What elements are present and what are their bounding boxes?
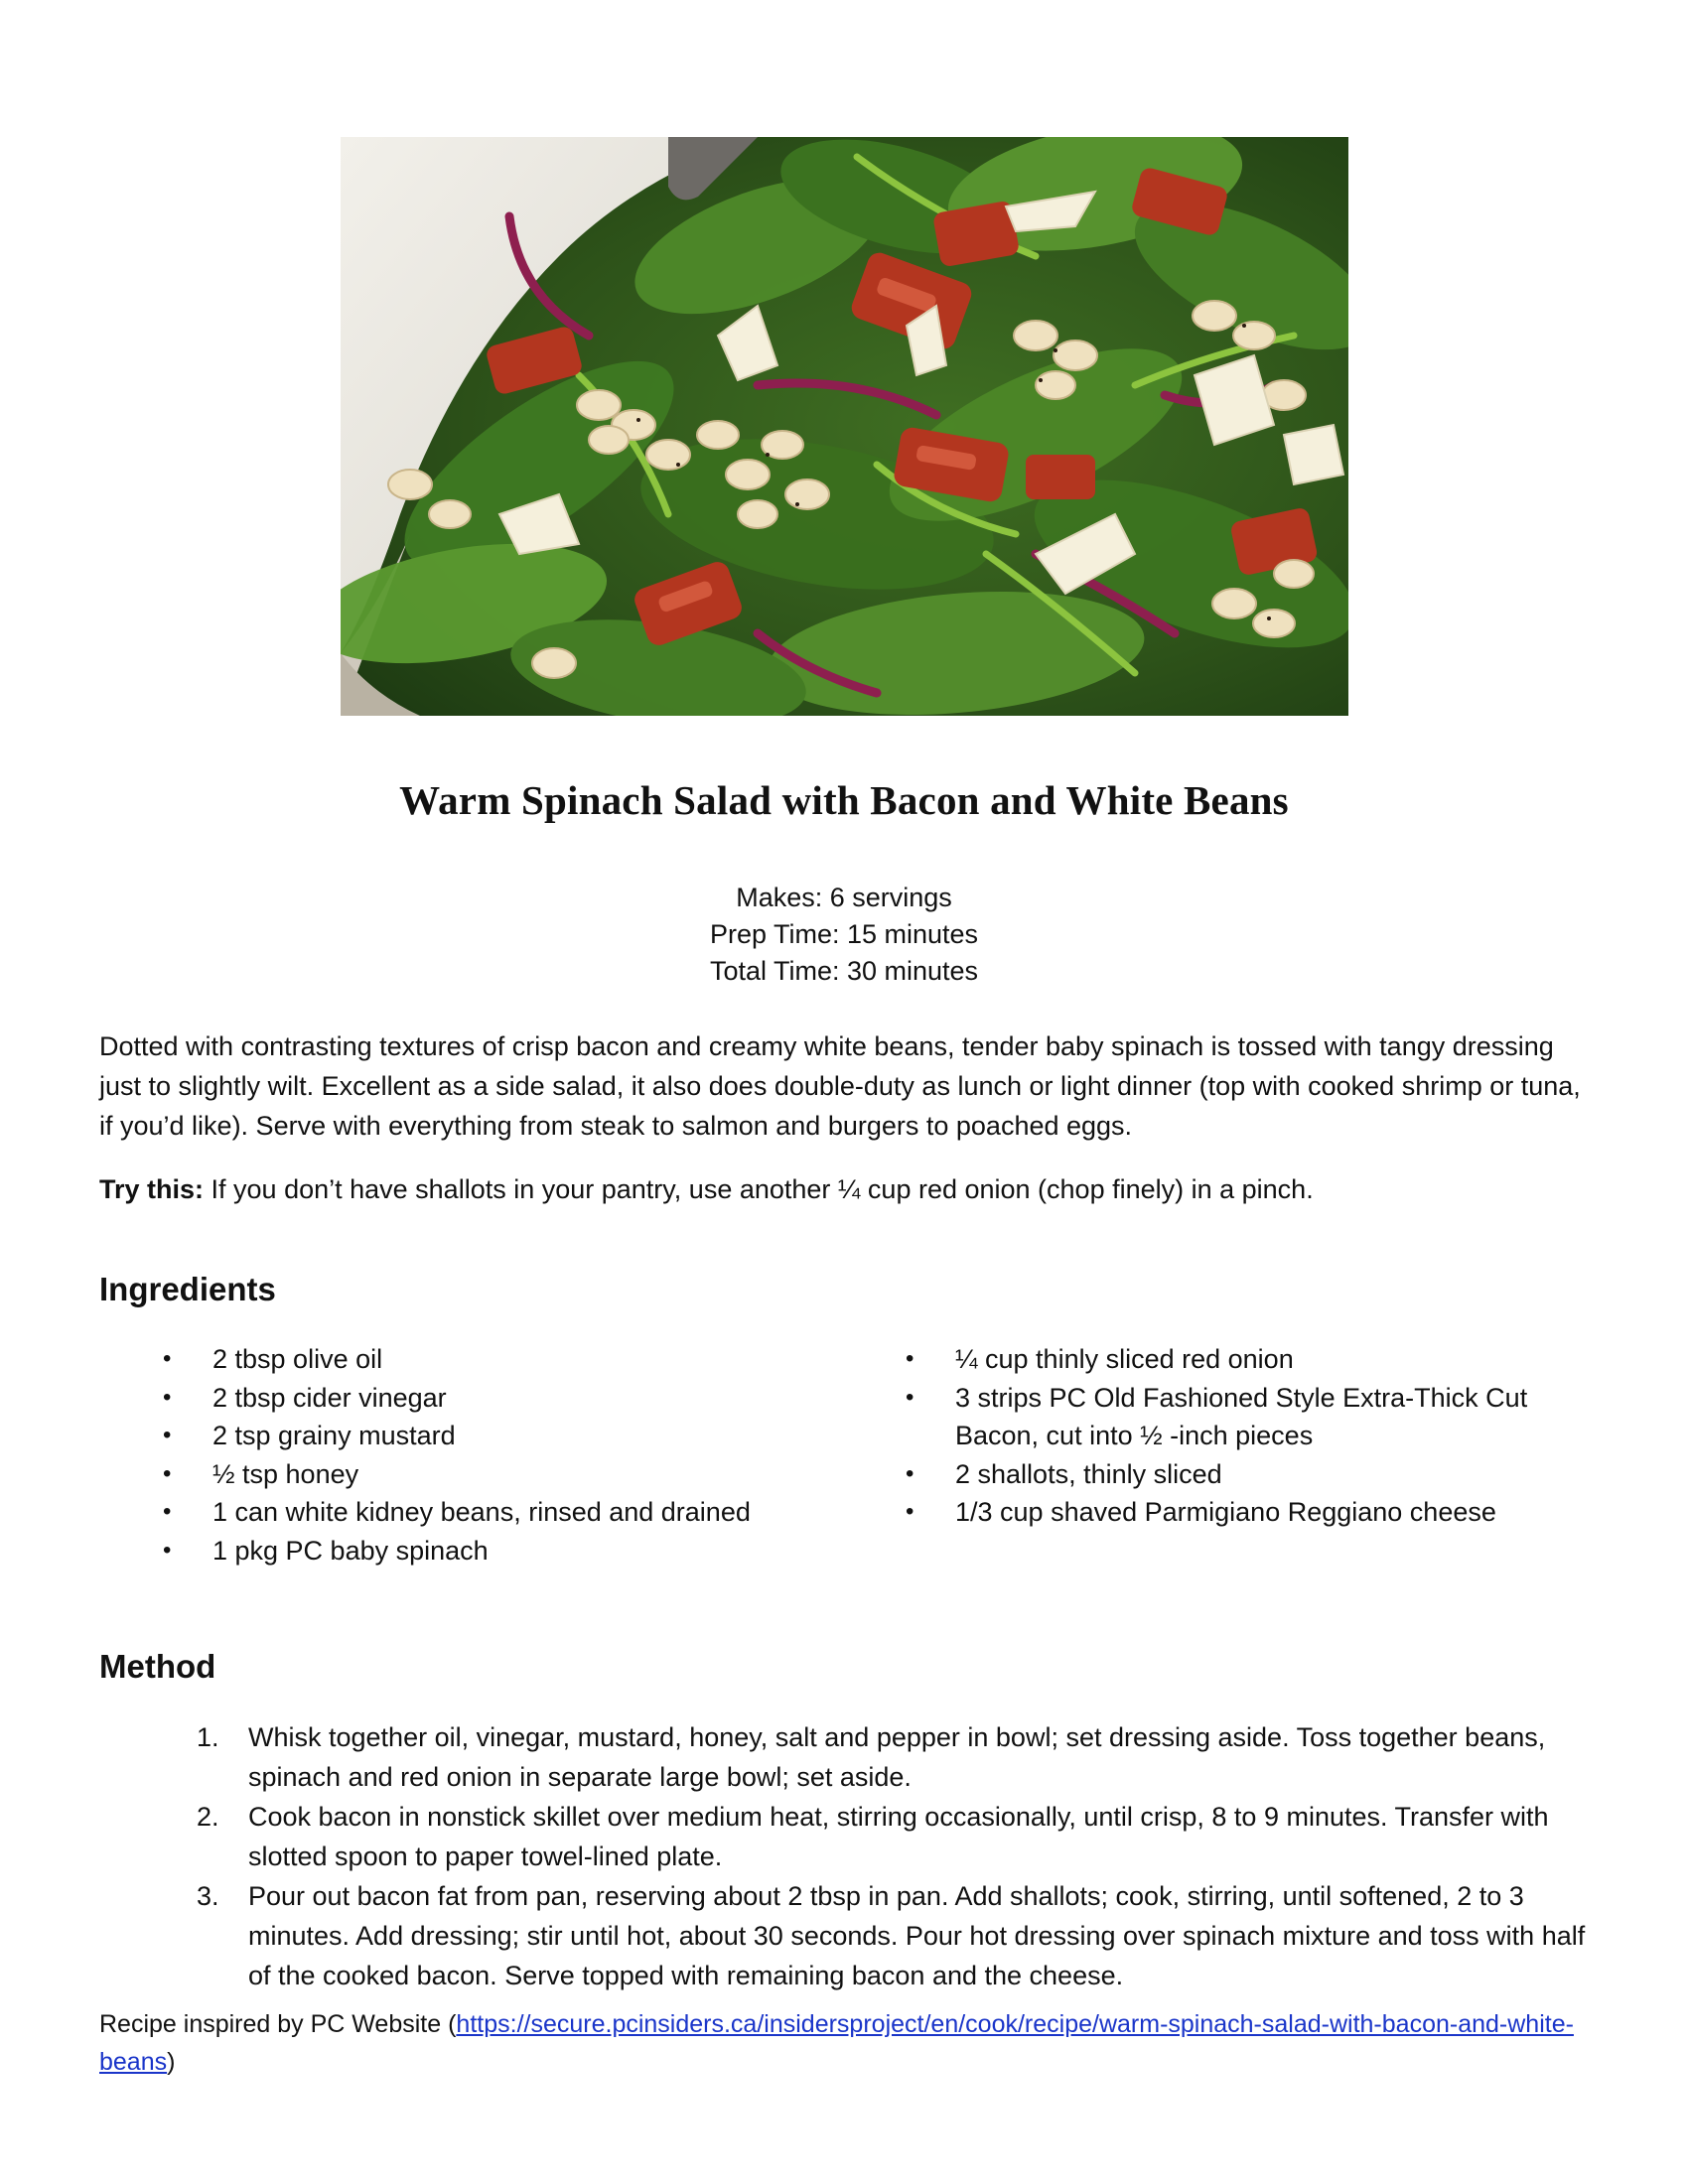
ingredient-text: ½ tsp honey [212,1458,359,1489]
ingredient-item [906,1340,1571,1379]
step-text: Whisk together oil, vinegar, mustard, honey, salt and pepper in bowl; set dressing aside. Toss together beans, spinach and red onion in separate large bowl; set aside. [248,1722,1546,1792]
bullet-icon: • [906,1498,914,1526]
salad-illustration [341,137,1348,716]
ingredient-text: 1/3 cup shaved Parmigiano Reggiano cheese [955,1497,1496,1528]
ingredient-item [163,1417,828,1455]
total-time-text: Total Time: 30 minutes [709,956,979,986]
ingredient-item [163,1340,828,1379]
method-step [197,1876,1599,1995]
method-step [197,1717,1599,1797]
servings-text: Makes: 6 servings [736,883,952,912]
source-link[interactable]: https://secure.pcinsiders.ca/insidersproject/en/cook/recipe/warm-spinach-salad-with-bacon-and-white-beans [99,2010,1574,2076]
bullet-icon: • [163,1536,172,1564]
ingredient-text: 1 can white kidney beans, rinsed and drained [212,1497,751,1528]
ingredient-item [163,1493,828,1532]
ingredient-item [906,1493,1571,1532]
step-text: Pour out bacon fat from pan, reserving about 2 tbsp in pan. Add shallots; cook, stirring, until softened, 2 to 3 minutes. Add dressing; stir until hot, about 30 seconds. Pour hot dressing over spinach mixture and toss with half of the cooked bacon. Serve topped with remaining bacon and the cheese. [248,1881,1586,1990]
tip-paragraph [99,1169,1599,1209]
tip-text: If you don’t have shallots in your pantry, use another ¼ cup red onion (chop finely) in a pinch. [204,1174,1314,1204]
source-prefix: Recipe inspired by PC Website ( [99,2010,457,2038]
bullet-icon: • [163,1383,172,1411]
ingredient-text: ¼ cup thinly sliced red onion [955,1344,1294,1374]
step-number: 2. [197,1802,219,1832]
source-credit [99,2005,1599,2081]
bullet-icon: • [906,1383,914,1411]
tip-label: Try this: [99,1174,205,1204]
ingredient-item [163,1379,828,1418]
prep-time-text: Prep Time: 15 minutes [709,919,979,949]
bullet-icon: • [163,1345,172,1372]
bullet-icon: • [906,1345,914,1372]
ingredients-list-right [906,1340,1571,1532]
ingredient-item [163,1532,828,1570]
ingredient-text: 3 strips PC Old Fashioned Style Extra-Thick Cut Bacon, cut into ½ -inch pieces [955,1382,1528,1451]
method-step [197,1797,1599,1876]
bullet-icon: • [163,1498,172,1526]
ingredient-text: 2 shallots, thinly sliced [955,1458,1222,1489]
step-text: Cook bacon in nonstick skillet over medium heat, stirring occasionally, until crisp, 8 to 9 minutes. Transfer with slotted spoon to paper towel-lined plate. [248,1802,1549,1871]
step-number: 3. [197,1881,219,1911]
recipe-meta [0,880,1688,990]
method-steps [197,1717,1599,1995]
step-number: 1. [197,1722,219,1752]
source-suffix: ) [167,2048,176,2076]
ingredient-item [906,1455,1571,1494]
recipe-title: Warm Spinach Salad with Bacon and White Beans [399,777,1289,823]
recipe-intro: Dotted with contrasting textures of crisp bacon and creamy white beans, tender baby spinach is tossed with tangy dressing just to slightly wilt. Excellent as a side salad, it also does double-duty as lunch or light dinner (top with cooked shrimp or tuna, if you’d like). Serve with everything from steak to salmon and burgers to poached eggs. [99,1031,1581,1141]
ingredient-text: 2 tbsp cider vinegar [212,1382,447,1413]
ingredients-heading: Ingredients [99,1271,276,1307]
ingredient-text: 1 pkg PC baby spinach [212,1535,489,1566]
salad-photo [341,137,1348,716]
ingredient-item [163,1455,828,1494]
bullet-icon: • [906,1459,914,1487]
bullet-icon: • [163,1422,172,1449]
ingredient-text: 2 tbsp olive oil [212,1344,383,1374]
method-heading: Method [99,1648,216,1685]
bullet-icon: • [163,1459,172,1487]
ingredient-text: 2 tsp grainy mustard [212,1421,456,1451]
ingredient-item [906,1379,1571,1455]
ingredients-list-left [163,1340,828,1570]
